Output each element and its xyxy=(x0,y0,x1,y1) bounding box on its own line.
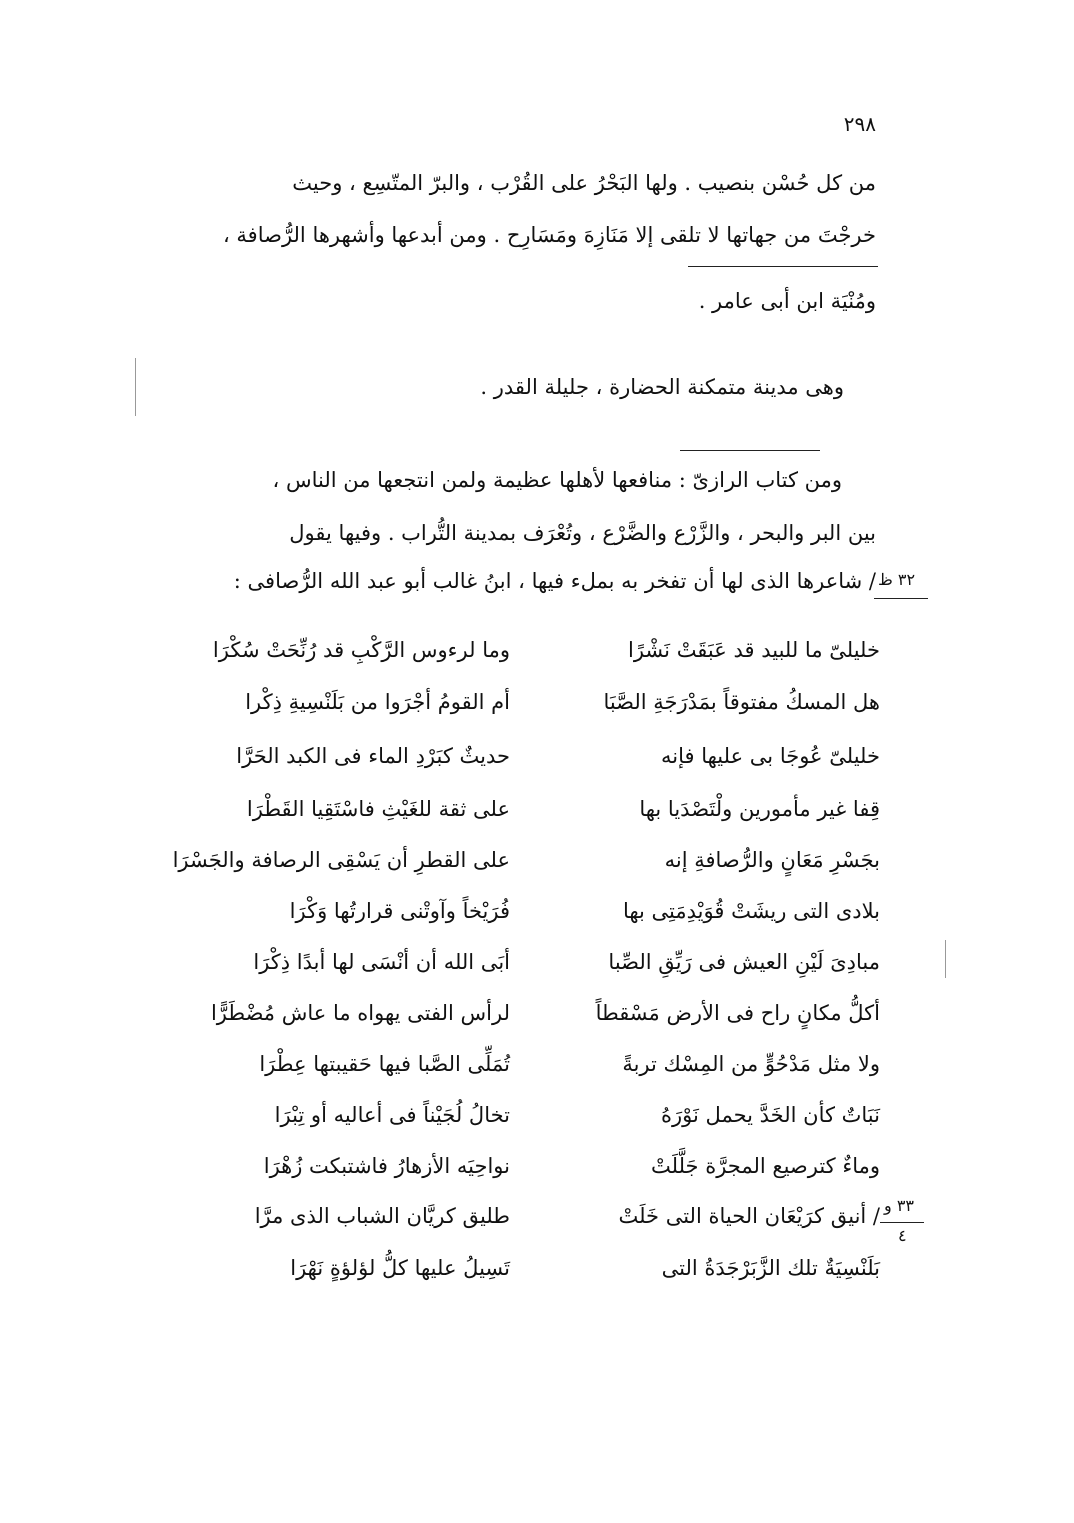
margin-mark xyxy=(945,940,946,978)
second-hemistich: لرأس الفتى يهواه ما عاش مُضْطَرًّا xyxy=(210,1001,510,1025)
paragraph-line: ومُنْيَة ابن أبى عامر . xyxy=(698,289,876,313)
paragraph-line: / شاعرها الذى لها أن تفخر به بملء فيها ، ابنُ غالب أبو عبد الله الرُّصافى : xyxy=(233,569,876,593)
paragraph-line: ومن كتاب الرازىّ : منافعها لأهلها عظيمة ولمن انتجعها من الناس ، xyxy=(272,468,842,492)
first-hemistich: نَبَاتٌ كأن الخَدَّ يحمل نَوْرَهُ xyxy=(661,1103,880,1127)
first-hemistich: وماءٌ كترصيع المجرَّة جَلَّلَتْ xyxy=(651,1154,880,1178)
second-hemistich: تخالُ لُجَيْناً فى أعاليه أو تِبْرَا xyxy=(274,1103,510,1127)
poem-verse xyxy=(160,844,880,884)
first-hemistich: قِفا غير مأمورين ولْتَصْدَيا بها xyxy=(639,797,880,821)
paragraph-line: خرجْتَ من جهاتها لا تلقى إلا مَنَازِهَ ومَسَارِح . ومن أبدعها وأشهرها الرُّصافة ، xyxy=(222,223,876,247)
section-rule xyxy=(688,266,878,267)
poem-verse xyxy=(160,793,880,833)
second-hemistich: فُرَيْخاً وآوتْنى قرارتُها وَكْرَا xyxy=(289,899,510,923)
second-hemistich: تَسِيلُ عليها كلُّ لؤلؤةٍ نَهْرَا xyxy=(290,1256,510,1280)
folio-marker: ٣٣ و xyxy=(884,1196,914,1215)
folio-rule xyxy=(880,1222,924,1223)
second-hemistich: أبَى الله أن أنْسَى لها أبدًا ذِكْرَا xyxy=(253,950,510,974)
first-hemistich: هل المسكُ مفتوقاً بمَدْرَجَةِ الصَّبَا xyxy=(603,690,880,714)
section-rule xyxy=(680,450,820,451)
second-hemistich: أم القومُ أجْرَوا من بَلَنْسِيةِ ذِكْرا xyxy=(245,690,510,714)
margin-mark xyxy=(135,358,136,416)
second-hemistich: نواحِيَه الأزهارُ فاشتبكت زُهْرَا xyxy=(263,1154,510,1178)
second-hemistich: على ثقة للغَيْثِ فاسْتَقِيا القَطْرَا xyxy=(246,797,510,821)
poem-verse xyxy=(160,1099,880,1139)
first-hemistich: / أنيق كرَيْعَان الحياة التى خَلَتْ xyxy=(618,1204,880,1228)
second-hemistich: على القطرِ أن يَسْقِى الرصافة والجَسْرَا xyxy=(172,848,510,872)
poem-verse xyxy=(160,1252,880,1292)
second-hemistich: حديثٌ كبَرْدِ الماء فى الكبد الحَرَّا xyxy=(236,744,510,768)
poem-verse xyxy=(160,1200,880,1240)
folio-rule xyxy=(874,598,928,599)
poem-verse xyxy=(160,895,880,935)
paragraph-line: من كل حُسْن بنصيب . ولها البَحْرُ على القُرْب ، والبرّ المتّسِع ، وحيث xyxy=(292,171,876,195)
first-hemistich: مبادِىَ لَيْنِ العيش فى رَيِّقِ الصِّبا xyxy=(608,950,880,974)
poem-verse xyxy=(160,1048,880,1088)
first-hemistich: أكلُّ مكانٍ راح فى الأرض مَسْقطاً xyxy=(595,1001,880,1025)
first-hemistich: خليلىّ عُوجَا بى عليها فإنه xyxy=(661,744,880,768)
poem-verse xyxy=(160,686,880,726)
poem-verse xyxy=(160,946,880,986)
first-hemistich: بلادى التى ريشَتْ قُوَيْدِمَتِى بها xyxy=(622,899,880,923)
poem-verse xyxy=(160,740,880,780)
paragraph-line: وهى مدينة متمكنة الحضارة ، جليلة القدر . xyxy=(480,375,844,399)
first-hemistich: خليلىّ ما للبيد قد عَبَقَتْ نَشْرًا xyxy=(628,638,880,662)
first-hemistich: ولا مثل مَدْحُوٍّ من المِسْك تربةً xyxy=(622,1052,880,1076)
second-hemistich: وما لرءوس الرَّكْبِ قد رُنِّحَتْ سُكْرَا xyxy=(212,638,510,662)
poem-verse xyxy=(160,1150,880,1190)
folio-marker: ٣٢ ظ xyxy=(878,570,916,589)
poem-verse xyxy=(160,997,880,1037)
first-hemistich: بَلَنْسِيَةٌ تلك الزَّبَرْجَدَةُ التى xyxy=(661,1256,880,1280)
second-hemistich: طليق كريَّان الشباب الذى مرَّا xyxy=(254,1204,510,1228)
paragraph-line: بين البر والبحر ، والزَّرْع والضَّرْع ، وتُعْرَف بمدينة التُّراب . وفيها يقول xyxy=(289,521,876,545)
page-number: ٢٩٨ xyxy=(843,112,876,136)
poem-verse xyxy=(160,634,880,674)
folio-marker-sub: ٤ xyxy=(898,1226,907,1245)
second-hemistich: تُمَلِّى الصَّبا فيها حَقيبتها عِطْرَا xyxy=(259,1052,510,1076)
first-hemistich: بجَسْرِ مَعَانٍ والرُّصافةِ إنه xyxy=(664,848,880,872)
